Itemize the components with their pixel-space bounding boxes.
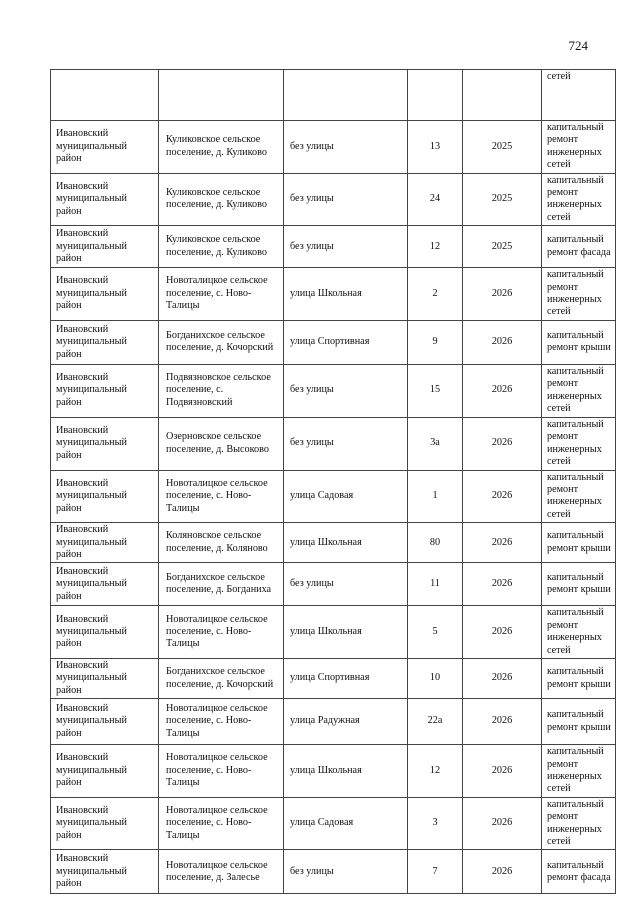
work-cell: капитальный ремонт крыши bbox=[542, 699, 616, 745]
year-cell: 2025 bbox=[463, 173, 542, 226]
street-cell: улица Школьная bbox=[284, 606, 408, 659]
district-cell: Ивановский муниципальный район bbox=[51, 563, 159, 606]
house-cell: 1 bbox=[408, 470, 463, 523]
house-cell: 10 bbox=[408, 658, 463, 698]
year-cell: 2026 bbox=[463, 606, 542, 659]
settlement-cell: Богданихское сельское поселение, д. Кочорский bbox=[159, 658, 284, 698]
house-cell: 22а bbox=[408, 699, 463, 745]
street-cell: без улицы bbox=[284, 364, 408, 417]
district-cell: Ивановский муниципальный район bbox=[51, 121, 159, 174]
settlement-cell: Новоталицкое сельское поселение, с. Ново-Талицы bbox=[159, 745, 284, 798]
street-cell bbox=[284, 70, 408, 121]
settlement-cell: Богданихское сельское поселение, д. Богданиха bbox=[159, 563, 284, 606]
settlement-cell: Новоталицкое сельское поселение, д. Залесье bbox=[159, 850, 284, 894]
year-cell: 2026 bbox=[463, 699, 542, 745]
settlement-cell: Новоталицкое сельское поселение, с. Ново-Талицы bbox=[159, 470, 284, 523]
street-cell: без улицы bbox=[284, 121, 408, 174]
street-cell: без улицы bbox=[284, 226, 408, 268]
housing-repair-table bbox=[50, 69, 616, 894]
settlement-cell bbox=[159, 70, 284, 121]
settlement-cell: Богданихское сельское поселение, д. Кочорский bbox=[159, 320, 284, 364]
work-cell: капитальный ремонт фасада bbox=[542, 850, 616, 894]
house-cell: 2 bbox=[408, 268, 463, 321]
table-row bbox=[51, 320, 616, 364]
house-cell: 5 bbox=[408, 606, 463, 659]
year-cell: 2026 bbox=[463, 523, 542, 563]
year-cell: 2026 bbox=[463, 658, 542, 698]
page-number: 724 bbox=[568, 38, 588, 53]
work-cell: капитальный ремонт крыши bbox=[542, 658, 616, 698]
settlement-cell: Новоталицкое сельское поселение, с. Ново-Талицы bbox=[159, 606, 284, 659]
district-cell: Ивановский муниципальный район bbox=[51, 470, 159, 523]
street-cell: улица Радужная bbox=[284, 699, 408, 745]
settlement-cell: Новоталицкое сельское поселение, с. Ново-Талицы bbox=[159, 797, 284, 850]
district-cell: Ивановский муниципальный район bbox=[51, 364, 159, 417]
settlement-cell: Подвязновское сельское поселение, с. Подвязновский bbox=[159, 364, 284, 417]
work-cell: капитальный ремонт инженерных сетей bbox=[542, 364, 616, 417]
year-cell: 2026 bbox=[463, 364, 542, 417]
table-row bbox=[51, 658, 616, 698]
table-row bbox=[51, 121, 616, 174]
work-cell: капитальный ремонт крыши bbox=[542, 523, 616, 563]
street-cell: улица Школьная bbox=[284, 523, 408, 563]
work-cell: капитальный ремонт инженерных сетей bbox=[542, 417, 616, 470]
year-cell: 2026 bbox=[463, 470, 542, 523]
street-cell: без улицы bbox=[284, 173, 408, 226]
year-cell: 2026 bbox=[463, 417, 542, 470]
year-cell: 2025 bbox=[463, 121, 542, 174]
settlement-cell: Новоталицкое сельское поселение, с. Ново-Талицы bbox=[159, 268, 284, 321]
street-cell: улица Садовая bbox=[284, 470, 408, 523]
district-cell: Ивановский муниципальный район bbox=[51, 658, 159, 698]
table-row bbox=[51, 699, 616, 745]
street-cell: улица Спортивная bbox=[284, 658, 408, 698]
year-cell: 2026 bbox=[463, 563, 542, 606]
street-cell: улица Школьная bbox=[284, 745, 408, 798]
street-cell: без улицы bbox=[284, 417, 408, 470]
table-row-continuation bbox=[51, 70, 616, 121]
street-cell: улица Спортивная bbox=[284, 320, 408, 364]
table-row bbox=[51, 470, 616, 523]
year-cell: 2026 bbox=[463, 850, 542, 894]
table-row bbox=[51, 268, 616, 321]
house-cell: 12 bbox=[408, 226, 463, 268]
work-cell: капитальный ремонт инженерных сетей bbox=[542, 606, 616, 659]
work-cell: капитальный ремонт инженерных сетей bbox=[542, 470, 616, 523]
district-cell: Ивановский муниципальный район bbox=[51, 850, 159, 894]
house-cell: 15 bbox=[408, 364, 463, 417]
table-body bbox=[51, 70, 616, 894]
work-cell: сетей bbox=[542, 70, 616, 121]
year-cell: 2026 bbox=[463, 268, 542, 321]
house-cell: 13 bbox=[408, 121, 463, 174]
settlement-cell: Куликовское сельское поселение, д. Куликово bbox=[159, 173, 284, 226]
year-cell: 2026 bbox=[463, 745, 542, 798]
work-cell: капитальный ремонт инженерных сетей bbox=[542, 797, 616, 850]
district-cell: Ивановский муниципальный район bbox=[51, 606, 159, 659]
settlement-cell: Куликовское сельское поселение, д. Куликово bbox=[159, 121, 284, 174]
table-row bbox=[51, 563, 616, 606]
year-cell bbox=[463, 70, 542, 121]
table-row bbox=[51, 850, 616, 894]
table-row bbox=[51, 173, 616, 226]
street-cell: улица Школьная bbox=[284, 268, 408, 321]
district-cell: Ивановский муниципальный район bbox=[51, 320, 159, 364]
house-cell: 24 bbox=[408, 173, 463, 226]
house-cell: 11 bbox=[408, 563, 463, 606]
year-cell: 2026 bbox=[463, 320, 542, 364]
work-cell: капитальный ремонт инженерных сетей bbox=[542, 268, 616, 321]
district-cell: Ивановский муниципальный район bbox=[51, 173, 159, 226]
work-cell: капитальный ремонт фасада bbox=[542, 226, 616, 268]
district-cell: Ивановский муниципальный район bbox=[51, 417, 159, 470]
district-cell: Ивановский муниципальный район bbox=[51, 523, 159, 563]
table-row bbox=[51, 364, 616, 417]
table-row bbox=[51, 523, 616, 563]
settlement-cell: Озерновское сельское поселение, д. Высоково bbox=[159, 417, 284, 470]
year-cell: 2026 bbox=[463, 797, 542, 850]
work-cell: капитальный ремонт крыши bbox=[542, 320, 616, 364]
district-cell: Ивановский муниципальный район bbox=[51, 699, 159, 745]
street-cell: улица Садовая bbox=[284, 797, 408, 850]
settlement-cell: Куликовское сельское поселение, д. Куликово bbox=[159, 226, 284, 268]
table-row bbox=[51, 226, 616, 268]
house-cell: 3а bbox=[408, 417, 463, 470]
house-cell: 12 bbox=[408, 745, 463, 798]
table-row bbox=[51, 745, 616, 798]
settlement-cell: Коляновское сельское поселение, д. Коляново bbox=[159, 523, 284, 563]
work-cell: капитальный ремонт крыши bbox=[542, 563, 616, 606]
house-cell bbox=[408, 70, 463, 121]
district-cell bbox=[51, 70, 159, 121]
settlement-cell: Новоталицкое сельское поселение, с. Ново-Талицы bbox=[159, 699, 284, 745]
table-row bbox=[51, 797, 616, 850]
street-cell: без улицы bbox=[284, 563, 408, 606]
table-row bbox=[51, 417, 616, 470]
work-cell: капитальный ремонт инженерных сетей bbox=[542, 121, 616, 174]
district-cell: Ивановский муниципальный район bbox=[51, 226, 159, 268]
work-cell: капитальный ремонт инженерных сетей bbox=[542, 173, 616, 226]
district-cell: Ивановский муниципальный район bbox=[51, 797, 159, 850]
house-cell: 3 bbox=[408, 797, 463, 850]
work-cell: капитальный ремонт инженерных сетей bbox=[542, 745, 616, 798]
district-cell: Ивановский муниципальный район bbox=[51, 745, 159, 798]
house-cell: 80 bbox=[408, 523, 463, 563]
street-cell: без улицы bbox=[284, 850, 408, 894]
district-cell: Ивановский муниципальный район bbox=[51, 268, 159, 321]
house-cell: 7 bbox=[408, 850, 463, 894]
house-cell: 9 bbox=[408, 320, 463, 364]
table-row bbox=[51, 606, 616, 659]
year-cell: 2025 bbox=[463, 226, 542, 268]
